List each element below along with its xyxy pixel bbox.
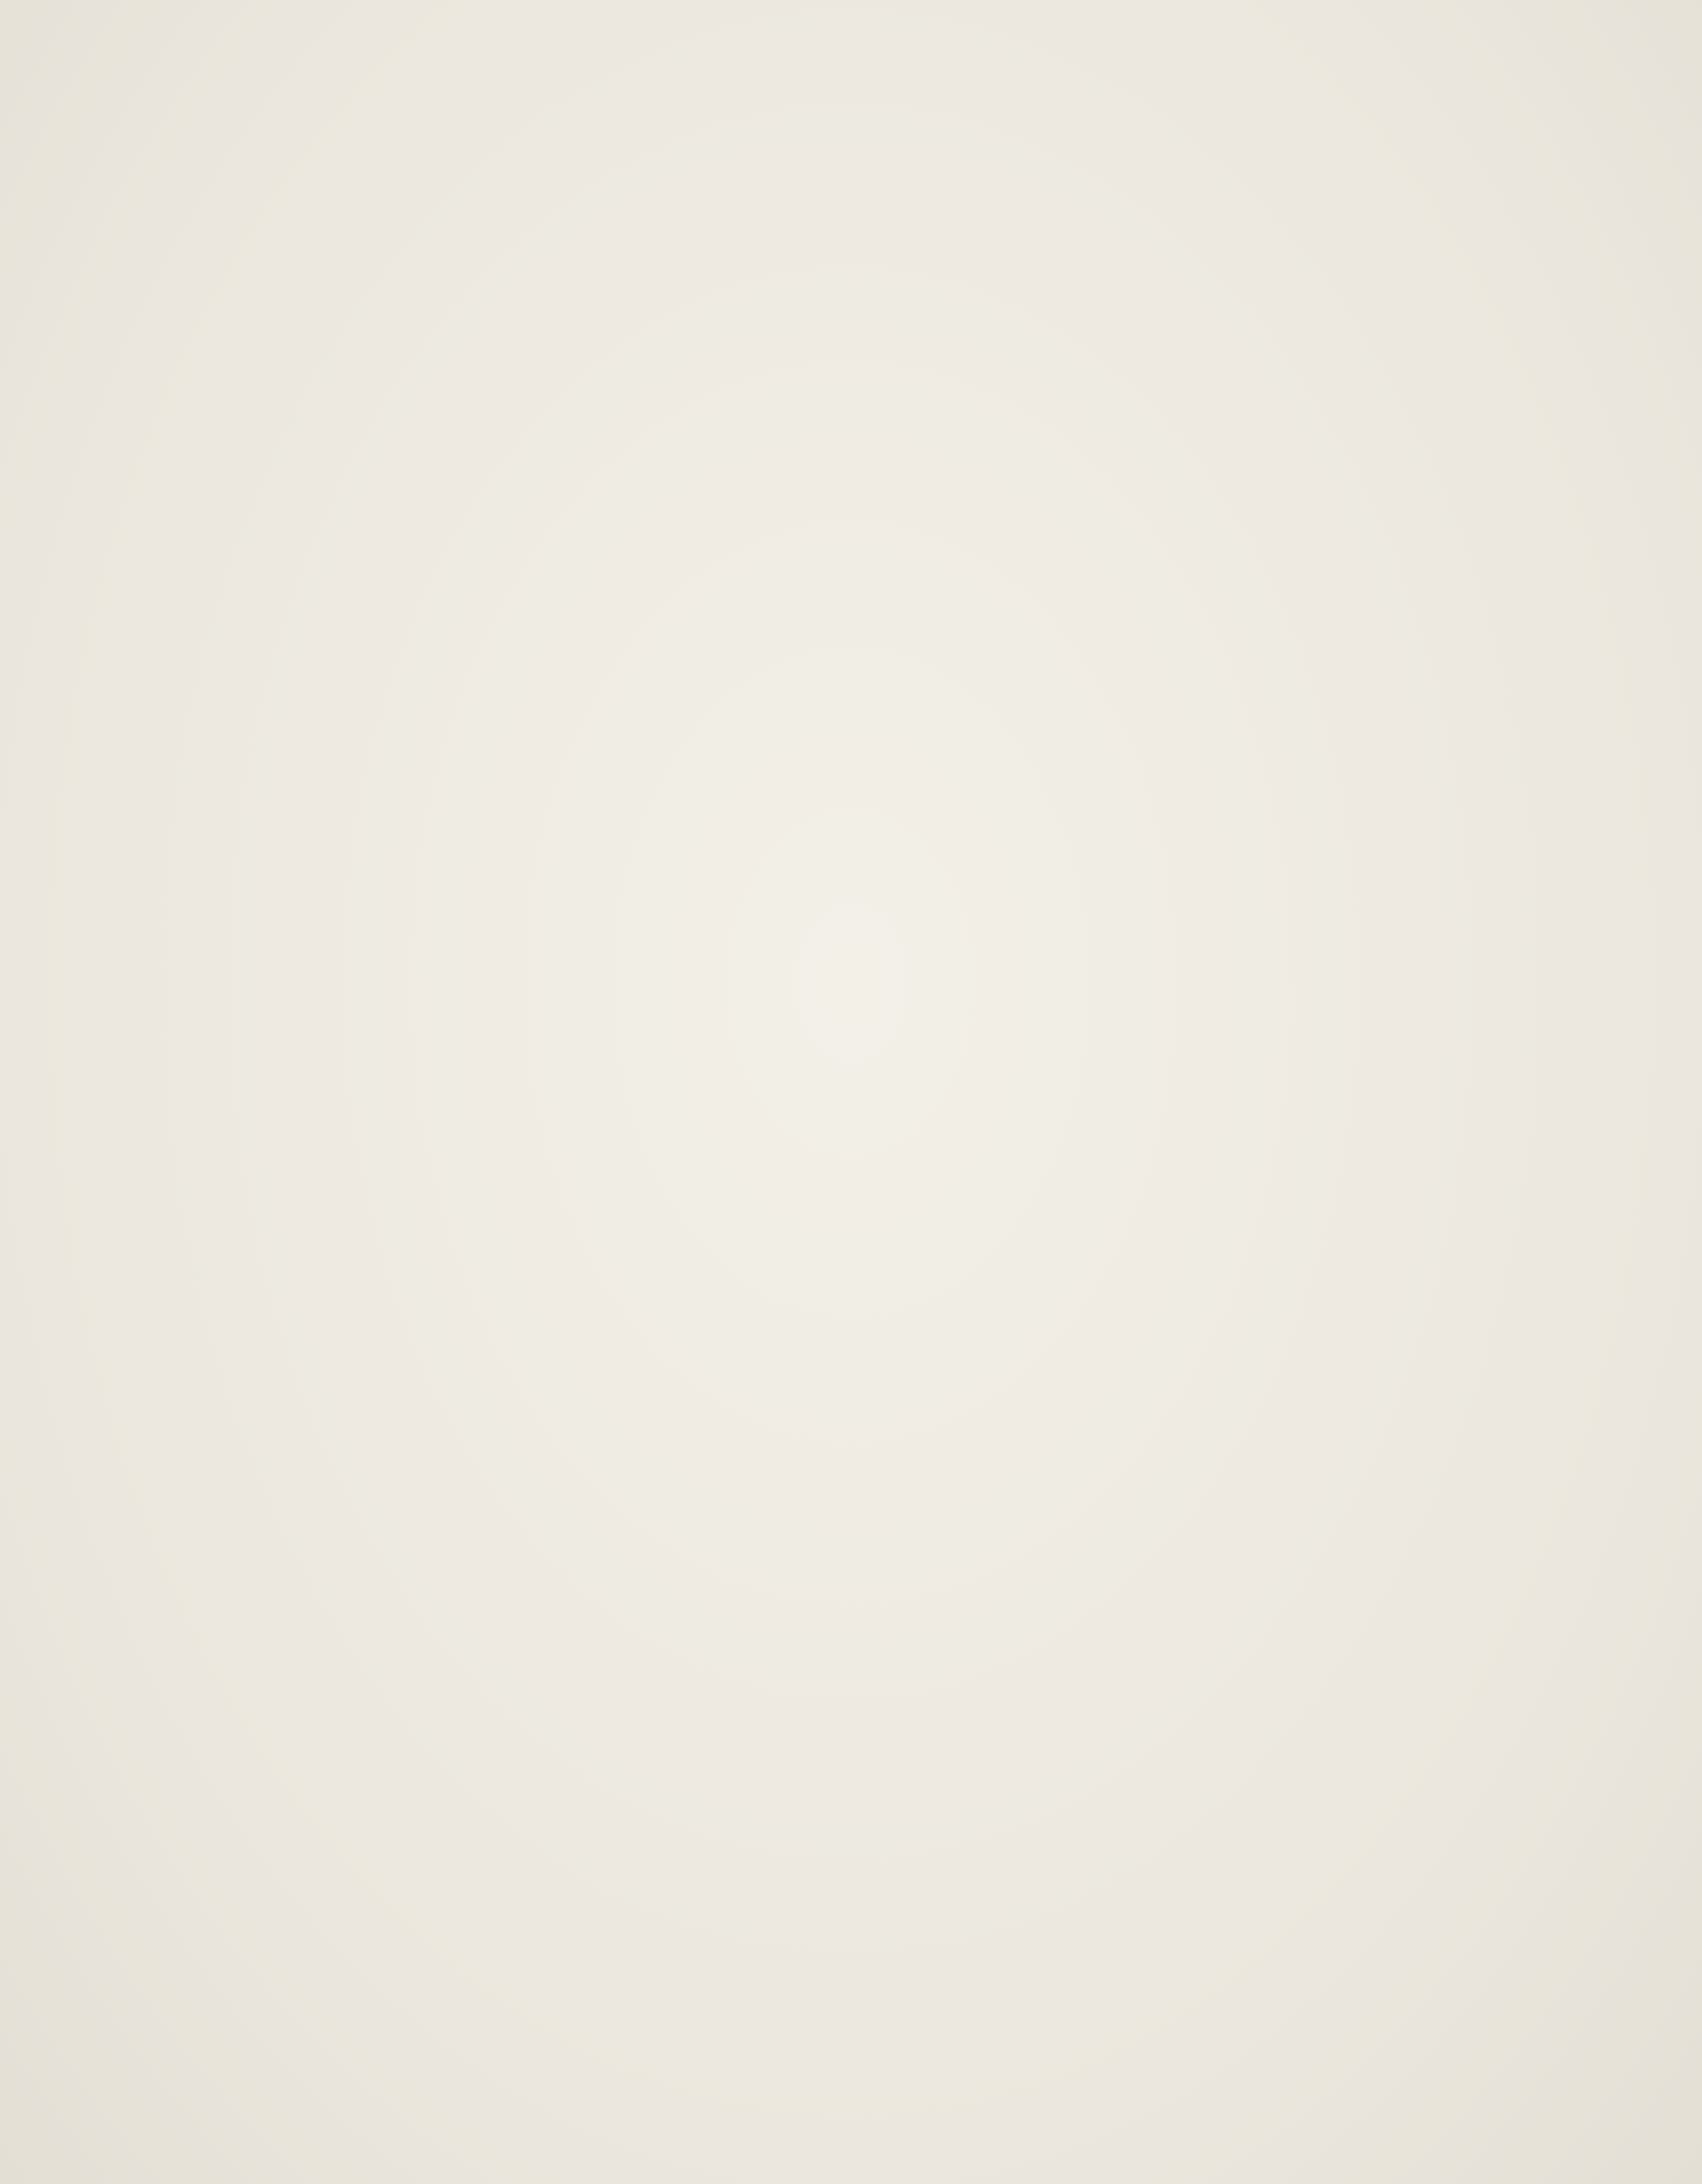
page-content: [198, 184, 1594, 203]
